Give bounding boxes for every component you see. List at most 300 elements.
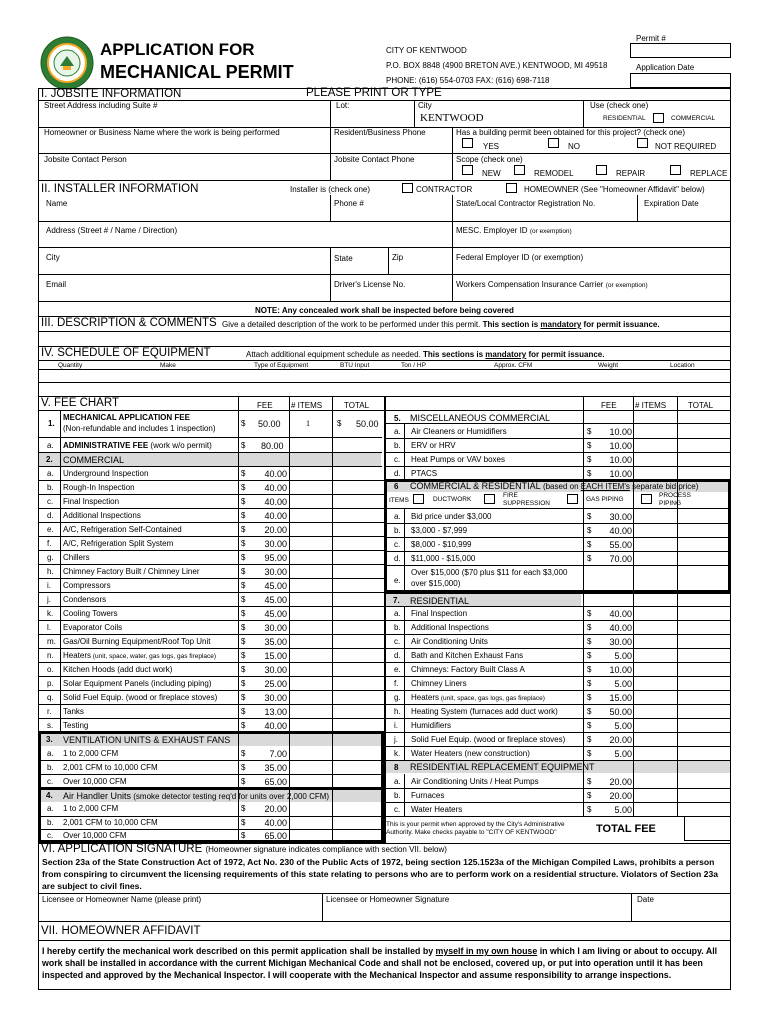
commercial-row-letter: b. <box>47 483 54 492</box>
residential-row-items-field[interactable] <box>633 634 677 648</box>
residential-row-total-field[interactable] <box>677 634 731 648</box>
commercial-row-dollar: $ <box>241 693 246 702</box>
city-address: P.O. BOX 8848 (4900 BRETON AVE.) KENTWOOD, MI 49518 <box>386 61 608 70</box>
commercial-row-total-field[interactable] <box>332 578 384 592</box>
bid-row-letter: a. <box>394 512 401 521</box>
commercial-row-items-field[interactable] <box>289 676 332 690</box>
permit-no-checkbox[interactable] <box>548 138 559 148</box>
replacement-row-desc <box>411 777 539 786</box>
commercial-row-total-field[interactable] <box>332 676 384 690</box>
commercial-row-items-field[interactable] <box>289 480 332 494</box>
commercial-label: COMMERCIAL <box>671 115 716 122</box>
licensee-name-field[interactable] <box>38 905 322 921</box>
scope-remodel-checkbox[interactable] <box>514 165 525 175</box>
air-handler-row-total-field[interactable] <box>332 802 384 816</box>
misc-commercial-row-total-field[interactable] <box>677 424 731 438</box>
expiration-label: Expiration Date <box>644 199 699 208</box>
replacement-row-letter: c. <box>394 805 401 814</box>
commercial-row-text: Heaters <box>63 651 92 660</box>
replacement-row-total-field[interactable] <box>677 802 731 816</box>
section-3-desc-bold: This section is <box>482 320 539 329</box>
misc-commercial-row-items-field[interactable] <box>633 424 677 438</box>
section6-items-label: ITEMS <box>389 497 409 504</box>
section-6-title <box>41 843 447 855</box>
residential-row-dollar: $ <box>587 651 592 660</box>
fee-col-rule-left <box>289 397 290 843</box>
residential-checkbox[interactable] <box>653 113 664 123</box>
misc-commercial-row-items-field[interactable] <box>633 438 677 452</box>
misc-commercial-row-total-field[interactable] <box>677 452 731 466</box>
row1-title: MECHANICAL APPLICATION FEE <box>63 413 190 422</box>
misc-commercial-row-desc <box>411 455 505 464</box>
commercial-row-letter: i. <box>47 581 51 590</box>
ventilation-row-text: Over 10,000 CFM <box>63 777 127 786</box>
residential-row-desc <box>411 693 545 702</box>
commercial-row-total-field[interactable] <box>332 564 384 578</box>
residential-row-desc <box>411 623 489 632</box>
residential-row-dollar: $ <box>587 609 592 618</box>
residential-row-desc <box>411 735 565 744</box>
fee-col-rule-right <box>404 774 405 816</box>
air-handler-row-text: 2,001 CFM to 10,000 CFM <box>63 817 158 827</box>
residential-row-total-field[interactable] <box>677 718 731 732</box>
commercial-row-text: Underground Inspection <box>63 469 149 478</box>
piping-label: PIPING <box>659 500 682 507</box>
commercial-row-fee: 13.00 <box>264 707 287 717</box>
replacement-row-dollar: $ <box>587 805 592 814</box>
commercial-row-total-field[interactable] <box>332 536 384 550</box>
total-fee-field[interactable] <box>684 816 731 841</box>
replacement-row-items-field[interactable] <box>633 802 677 816</box>
residential-row-total-field[interactable] <box>677 662 731 676</box>
commercial-row-text: Chillers <box>63 553 90 562</box>
commercial-row-text: Solid Fuel Equip. (wood or fireplace stoves) <box>63 693 218 702</box>
misc-commercial-row-letter: a. <box>394 427 401 436</box>
residential-row-items-field[interactable] <box>633 662 677 676</box>
commercial-row-text: Additional Inspections <box>63 511 141 520</box>
col-weight: Weight <box>598 362 619 369</box>
residential-row-text: Solid Fuel Equip. (wood or fireplace stoves) <box>411 735 566 744</box>
misc-commercial-row-total-field[interactable] <box>677 466 731 480</box>
residential-row-items-field[interactable] <box>633 690 677 704</box>
row6e-text2: over $15,000) <box>411 579 461 588</box>
commercial-row-items-field[interactable] <box>289 466 332 480</box>
misc-commercial-row-desc <box>411 469 437 478</box>
commercial-row-text: Gas/Oil Burning Equipment/Roof Top Unit <box>63 637 211 646</box>
bid-row-dollar: $ <box>587 554 592 564</box>
residential-row-items-field[interactable] <box>633 746 677 760</box>
residential-row-fee: 5.00 <box>614 651 632 661</box>
form-title-line1: APPLICATION FOR <box>100 40 255 59</box>
col-location: Location <box>670 362 695 369</box>
signature-date-field[interactable] <box>632 905 730 921</box>
misc-commercial-row-items-field[interactable] <box>633 466 677 480</box>
commercial-row-letter: p. <box>47 679 54 688</box>
section-4-instructions <box>246 350 604 359</box>
contractor-checkbox[interactable] <box>402 183 413 193</box>
ventilation-row-items-field[interactable] <box>289 746 332 760</box>
row1-total: 50.00 <box>356 419 379 429</box>
replacement-row-text: Water Heaters <box>411 805 463 814</box>
col-btu: BTU Input <box>340 362 370 369</box>
commercial-row-text: Solar Equipment Panels (including piping) <box>63 679 212 688</box>
commercial-row-items-field[interactable] <box>289 522 332 536</box>
commercial-row-letter: h. <box>47 567 54 576</box>
bid-row-total-field[interactable] <box>677 509 731 523</box>
section-3-title: III. DESCRIPTION & COMMENTS <box>41 317 217 329</box>
commercial-row-desc <box>63 651 216 660</box>
section-7-title: VII. HOMEOWNER AFFIDAVIT <box>41 925 201 937</box>
residential-row-items-field[interactable] <box>633 732 677 746</box>
permit-note-line2: Authority. Make checks payable to "CITY OF KENTWOOD" <box>386 829 557 836</box>
permit-no-label: NO <box>568 142 580 151</box>
section3-number: 3. <box>46 735 53 744</box>
air-handler-row-total-field[interactable] <box>332 816 384 830</box>
scope-repair-checkbox[interactable] <box>596 165 607 175</box>
residential-row-items-field[interactable] <box>633 718 677 732</box>
licensee-signature-field[interactable] <box>323 905 631 921</box>
commercial-row-items-field[interactable] <box>289 550 332 564</box>
commercial-row-desc <box>63 511 141 520</box>
commercial-row-fee: 45.00 <box>264 595 287 605</box>
residential-row-fee: 10.00 <box>609 665 632 675</box>
section-23a-text: Section 23a of the State Construction Act of 1972, Act No. 230 of the Public Acts of 1972, being section 125.1523a of the Michigan Compiled Laws, prohibits a person from conspiring to circumvent the licensing requirements of this state relating to persons who are to perform work on a residential structure. Violators of Section 23a are subject to civil fines. <box>42 857 719 891</box>
section6-each: EACH ITEM's <box>580 482 630 491</box>
permit-note-line1: This is your permit when approved by the City's Administrative <box>386 821 565 828</box>
residential-row-total-field[interactable] <box>677 676 731 690</box>
commercial-row-items-field[interactable] <box>289 564 332 578</box>
commercial-row-text: A/C, Refrigeration Self-Contained <box>63 525 182 534</box>
commercial-row-text: Rough-In Inspection <box>63 483 135 492</box>
misc-commercial-row-dollar: $ <box>587 427 592 436</box>
commercial-row-desc <box>63 483 135 492</box>
commercial-row-items-field[interactable] <box>289 662 332 676</box>
bid-row-total-field[interactable] <box>677 537 731 551</box>
commercial-row-total-field[interactable] <box>332 620 384 634</box>
commercial-row-text: A/C, Refrigeration Split System <box>63 539 174 548</box>
commercial-row-desc <box>63 469 148 478</box>
total-header-left: TOTAL <box>344 401 370 410</box>
commercial-row-items-field[interactable] <box>289 620 332 634</box>
commercial-row-text: Cooling Towers <box>63 609 118 618</box>
section2-number: 2. <box>46 455 53 464</box>
bid-row-items-field[interactable] <box>633 523 677 537</box>
commercial-row-total-field[interactable] <box>332 634 384 648</box>
bid-row-items-field[interactable] <box>633 509 677 523</box>
commercial-row-dollar: $ <box>241 525 246 534</box>
residential-row-total-field[interactable] <box>677 648 731 662</box>
commercial-row-dollar: $ <box>241 567 246 576</box>
homeowner-label: HOMEOWNER (See "Homeowner Affidavit" below) <box>524 185 705 194</box>
commercial-row-total-field[interactable] <box>332 648 384 662</box>
commercial-row-dollar: $ <box>241 539 246 548</box>
replacement-row-fee: 20.00 <box>609 791 632 801</box>
permit-yes-checkbox[interactable] <box>462 138 473 148</box>
ventilation-row-items-field[interactable] <box>289 760 332 774</box>
process-label: PROCESS <box>659 492 691 499</box>
residential-row-fee: 5.00 <box>614 679 632 689</box>
commercial-row-total-field[interactable] <box>332 704 384 718</box>
commercial-row-text: Tanks <box>63 707 84 716</box>
residential-row-desc <box>411 637 488 646</box>
row6e-text1: Over $15,000 ($70 plus $11 for each $3,000 <box>411 568 568 577</box>
commercial-row-dollar: $ <box>241 511 246 520</box>
commercial-row-letter: q. <box>47 693 54 702</box>
scope-new-checkbox[interactable] <box>462 165 473 175</box>
col-quantity: Quantity <box>58 362 83 369</box>
air-handler-row-text: 1 to 2,000 CFM <box>63 804 119 813</box>
residential-row-desc <box>411 679 467 688</box>
row1-fee: 50.00 <box>258 419 281 429</box>
residential-row-subtext: (unit, space, gas logs, gas fireplace) <box>439 695 545 702</box>
ventilation-row-total-field[interactable] <box>332 760 384 774</box>
print-note: PLEASE PRINT OR TYPE <box>306 87 442 99</box>
residential-row-desc <box>411 721 451 730</box>
state-label: State <box>334 254 353 263</box>
replacement-row-fee: 20.00 <box>609 777 632 787</box>
residential-row-fee: 15.00 <box>609 693 632 703</box>
concealed-work-note: NOTE: Any concealed work shall be inspected before being covered <box>255 306 514 315</box>
installer-phone-label: Phone # <box>334 199 364 208</box>
row1-number: 1. <box>48 419 55 428</box>
commercial-row-items-field[interactable] <box>289 508 332 522</box>
residential-row-items-field[interactable] <box>633 606 677 620</box>
row-rule <box>384 760 731 761</box>
permit-not-required-checkbox[interactable] <box>637 138 648 148</box>
scope-remodel-label: REMODEL <box>534 169 574 178</box>
fee-header-right: FEE <box>601 401 617 410</box>
bid-row-items-field[interactable] <box>633 551 677 565</box>
commercial-row-fee: 40.00 <box>264 469 287 479</box>
ventilation-row-letter: c. <box>47 777 54 786</box>
commercial-row-fee: 40.00 <box>264 497 287 507</box>
use-label: Use (check one) <box>590 101 649 110</box>
residential-row-total-field[interactable] <box>677 690 731 704</box>
scope-replace-label: REPLACE <box>690 169 728 178</box>
replacement-row-items-field[interactable] <box>633 774 677 788</box>
air-handler-row-desc <box>63 831 127 840</box>
bid-row-text: $8,000 - $10,999 <box>411 540 472 550</box>
ventilation-row-desc <box>63 777 127 786</box>
commercial-row-dollar: $ <box>241 497 246 506</box>
commercial-row-items-field[interactable] <box>289 536 332 550</box>
misc-commercial-row-letter: d. <box>394 469 401 478</box>
commercial-row-items-field[interactable] <box>289 690 332 704</box>
homeowner-affidavit-text <box>42 945 728 981</box>
air-handler-row-letter: a. <box>47 804 54 813</box>
section2-title: COMMERCIAL <box>63 455 125 465</box>
commercial-row-desc <box>63 609 118 618</box>
section6-number: 6 <box>394 482 399 491</box>
ventilation-row-total-field[interactable] <box>332 746 384 760</box>
workers-comp-exemption: (or exemption) <box>605 282 648 289</box>
commercial-row-letter: c. <box>47 497 54 506</box>
row1-dollar-total: $ <box>337 419 342 428</box>
commercial-row-items-field[interactable] <box>289 634 332 648</box>
bid-row-total-field[interactable] <box>677 551 731 565</box>
ventilation-row-desc <box>63 763 158 772</box>
commercial-row-fee: 95.00 <box>264 553 287 563</box>
section-2-title: II. INSTALLER INFORMATION <box>41 183 199 195</box>
commercial-row-items-field[interactable] <box>289 648 332 662</box>
residential-row-items-field[interactable] <box>633 620 677 634</box>
ventilation-row-text: 2,001 CFM to 10,000 CFM <box>63 763 158 772</box>
commercial-row-fee: 45.00 <box>264 609 287 619</box>
bid-row-desc <box>411 526 467 535</box>
residential-row-dollar: $ <box>587 735 592 744</box>
commercial-row-total-field[interactable] <box>332 592 384 606</box>
city-value[interactable]: KENTWOOD <box>420 112 484 124</box>
row-rule <box>384 480 731 481</box>
misc-commercial-row-items-field[interactable] <box>633 452 677 466</box>
residential-row-total-field[interactable] <box>677 606 731 620</box>
air-handler-row-items-field[interactable] <box>289 802 332 816</box>
commercial-row-desc <box>63 679 212 688</box>
commercial-row-items-field[interactable] <box>289 606 332 620</box>
commercial-row-desc <box>63 623 122 632</box>
commercial-row-dollar: $ <box>241 679 246 688</box>
ventilation-row-desc <box>63 749 118 758</box>
commercial-row-items-field[interactable] <box>289 578 332 592</box>
description-field[interactable] <box>38 331 731 347</box>
misc-commercial-row-text: Heat Pumps or VAV boxes <box>411 455 505 464</box>
commercial-row-desc <box>63 707 84 716</box>
commercial-row-dollar: $ <box>241 637 246 646</box>
commercial-row-fee: 45.00 <box>264 581 287 591</box>
commercial-row-letter: a. <box>47 469 54 478</box>
commercial-row-total-field[interactable] <box>332 494 384 508</box>
commercial-row-dollar: $ <box>241 595 246 604</box>
misc-commercial-row-dollar: $ <box>587 441 592 450</box>
ventilation-row-fee: 65.00 <box>264 777 287 787</box>
row-rule <box>38 788 384 789</box>
installer-name-label: Name <box>46 199 68 208</box>
city-seal <box>40 36 94 90</box>
replacement-row-total-field[interactable] <box>677 774 731 788</box>
commercial-row-letter: o. <box>47 665 54 674</box>
section-4-desc-bold: This sections is <box>423 350 484 359</box>
bid-row-dollar: $ <box>587 512 592 521</box>
residential-row-fee: 5.00 <box>614 749 632 759</box>
contact-person-label: Jobsite Contact Person <box>44 155 127 164</box>
commercial-row-total-field[interactable] <box>332 466 384 480</box>
ventilation-row-total-field[interactable] <box>332 774 384 788</box>
replacement-row-fee: 5.00 <box>614 805 632 815</box>
homeowner-checkbox[interactable] <box>506 183 517 193</box>
replacement-row-desc <box>411 791 444 800</box>
commercial-row-total-field[interactable] <box>332 508 384 522</box>
commercial-row-items-field[interactable] <box>289 494 332 508</box>
scope-label: Scope (check one) <box>456 155 523 164</box>
commercial-row-fee: 35.00 <box>264 637 287 647</box>
air-handler-row-items-field[interactable] <box>289 829 332 843</box>
row-rule <box>384 816 731 817</box>
commercial-row-total-field[interactable] <box>332 550 384 564</box>
row-rule <box>38 843 384 844</box>
commercial-row-letter: f. <box>47 539 52 548</box>
application-date-field[interactable] <box>630 73 731 88</box>
commercial-row-total-field[interactable] <box>332 480 384 494</box>
commercial-row-items-field[interactable] <box>289 704 332 718</box>
permit-number-field[interactable] <box>630 43 731 58</box>
commercial-row-letter: g. <box>47 553 54 562</box>
air-handler-row-items-field[interactable] <box>289 816 332 830</box>
air-handler-row-total-field[interactable] <box>332 829 384 843</box>
ventilation-row-dollar: $ <box>241 763 246 772</box>
section-4-title: IV. SCHEDULE OF EQUIPMENT <box>41 347 211 359</box>
residential-row-letter: e. <box>394 665 401 674</box>
commercial-row-letter: d. <box>47 511 54 520</box>
residential-row-items-field[interactable] <box>633 676 677 690</box>
commercial-row-text: Kitchen Hoods (add duct work) <box>63 665 173 674</box>
commercial-row-total-field[interactable] <box>332 662 384 676</box>
commercial-row-total-field[interactable] <box>332 522 384 536</box>
commercial-row-fee: 30.00 <box>264 567 287 577</box>
air-handler-row-letter: b. <box>47 817 54 827</box>
scope-replace-checkbox[interactable] <box>670 165 681 175</box>
contractor-label: CONTRACTOR <box>416 185 473 194</box>
commercial-row-total-field[interactable] <box>332 690 384 704</box>
residential-row-fee: 30.00 <box>609 637 632 647</box>
section7-title: RESIDENTIAL <box>410 596 470 606</box>
section8-number: 8 <box>394 763 399 772</box>
replacement-row-total-field[interactable] <box>677 788 731 802</box>
residential-row-items-field[interactable] <box>633 648 677 662</box>
section-6-subtitle: (Homeowner signature indicates compliance with section VII. below) <box>205 845 447 854</box>
residential-row-total-field[interactable] <box>677 704 731 718</box>
replacement-row-dollar: $ <box>587 777 592 786</box>
contact-phone-label: Jobsite Contact Phone <box>334 155 415 164</box>
air-handler-row-fee: 65.00 <box>264 831 287 842</box>
row-rule <box>384 593 731 594</box>
section-4-mandatory: mandatory <box>485 350 527 359</box>
section-3-desc-end: for permit issuance. <box>583 320 660 329</box>
residential-row-items-field[interactable] <box>633 704 677 718</box>
residential-row-text: Air Conditioning Units <box>411 637 488 646</box>
commercial-row-fee: 30.00 <box>264 665 287 675</box>
commercial-row-desc <box>63 693 217 702</box>
residential-row-letter: g. <box>394 693 401 702</box>
commercial-row-desc <box>63 637 210 646</box>
commercial-row-letter: j. <box>47 595 51 604</box>
bid-row-dollar: $ <box>587 526 592 536</box>
commercial-row-total-field[interactable] <box>332 718 384 732</box>
col-type: Type of Equipment <box>254 362 309 369</box>
commercial-row-fee: 40.00 <box>264 511 287 521</box>
bid-row-items-field[interactable] <box>633 537 677 551</box>
row-admin-dollar: $ <box>241 441 246 450</box>
residential-row-desc <box>411 665 525 674</box>
residential-row-total-field[interactable] <box>677 732 731 746</box>
misc-commercial-row-fee: 10.00 <box>609 455 632 465</box>
commercial-row-total-field[interactable] <box>332 606 384 620</box>
air-handler-row-desc <box>63 804 118 813</box>
commercial-row-items-field[interactable] <box>289 592 332 606</box>
ventilation-row-items-field[interactable] <box>289 774 332 788</box>
residential-row-total-field[interactable] <box>677 746 731 760</box>
misc-commercial-row-total-field[interactable] <box>677 438 731 452</box>
residential-row-total-field[interactable] <box>677 620 731 634</box>
replacement-row-letter: b. <box>394 791 401 800</box>
bid-row-text: Bid price under $3,000 <box>411 512 492 521</box>
misc-commercial-row-text: Air Cleaners or Humidifiers <box>411 427 507 436</box>
ventilation-row-letter: b. <box>47 763 54 772</box>
replacement-row-items-field[interactable] <box>633 788 677 802</box>
residential-row-letter: h. <box>394 707 401 716</box>
bid-row-total-field[interactable] <box>677 523 731 537</box>
signature-date-label: Date <box>637 895 654 904</box>
commercial-row-items-field[interactable] <box>289 718 332 732</box>
